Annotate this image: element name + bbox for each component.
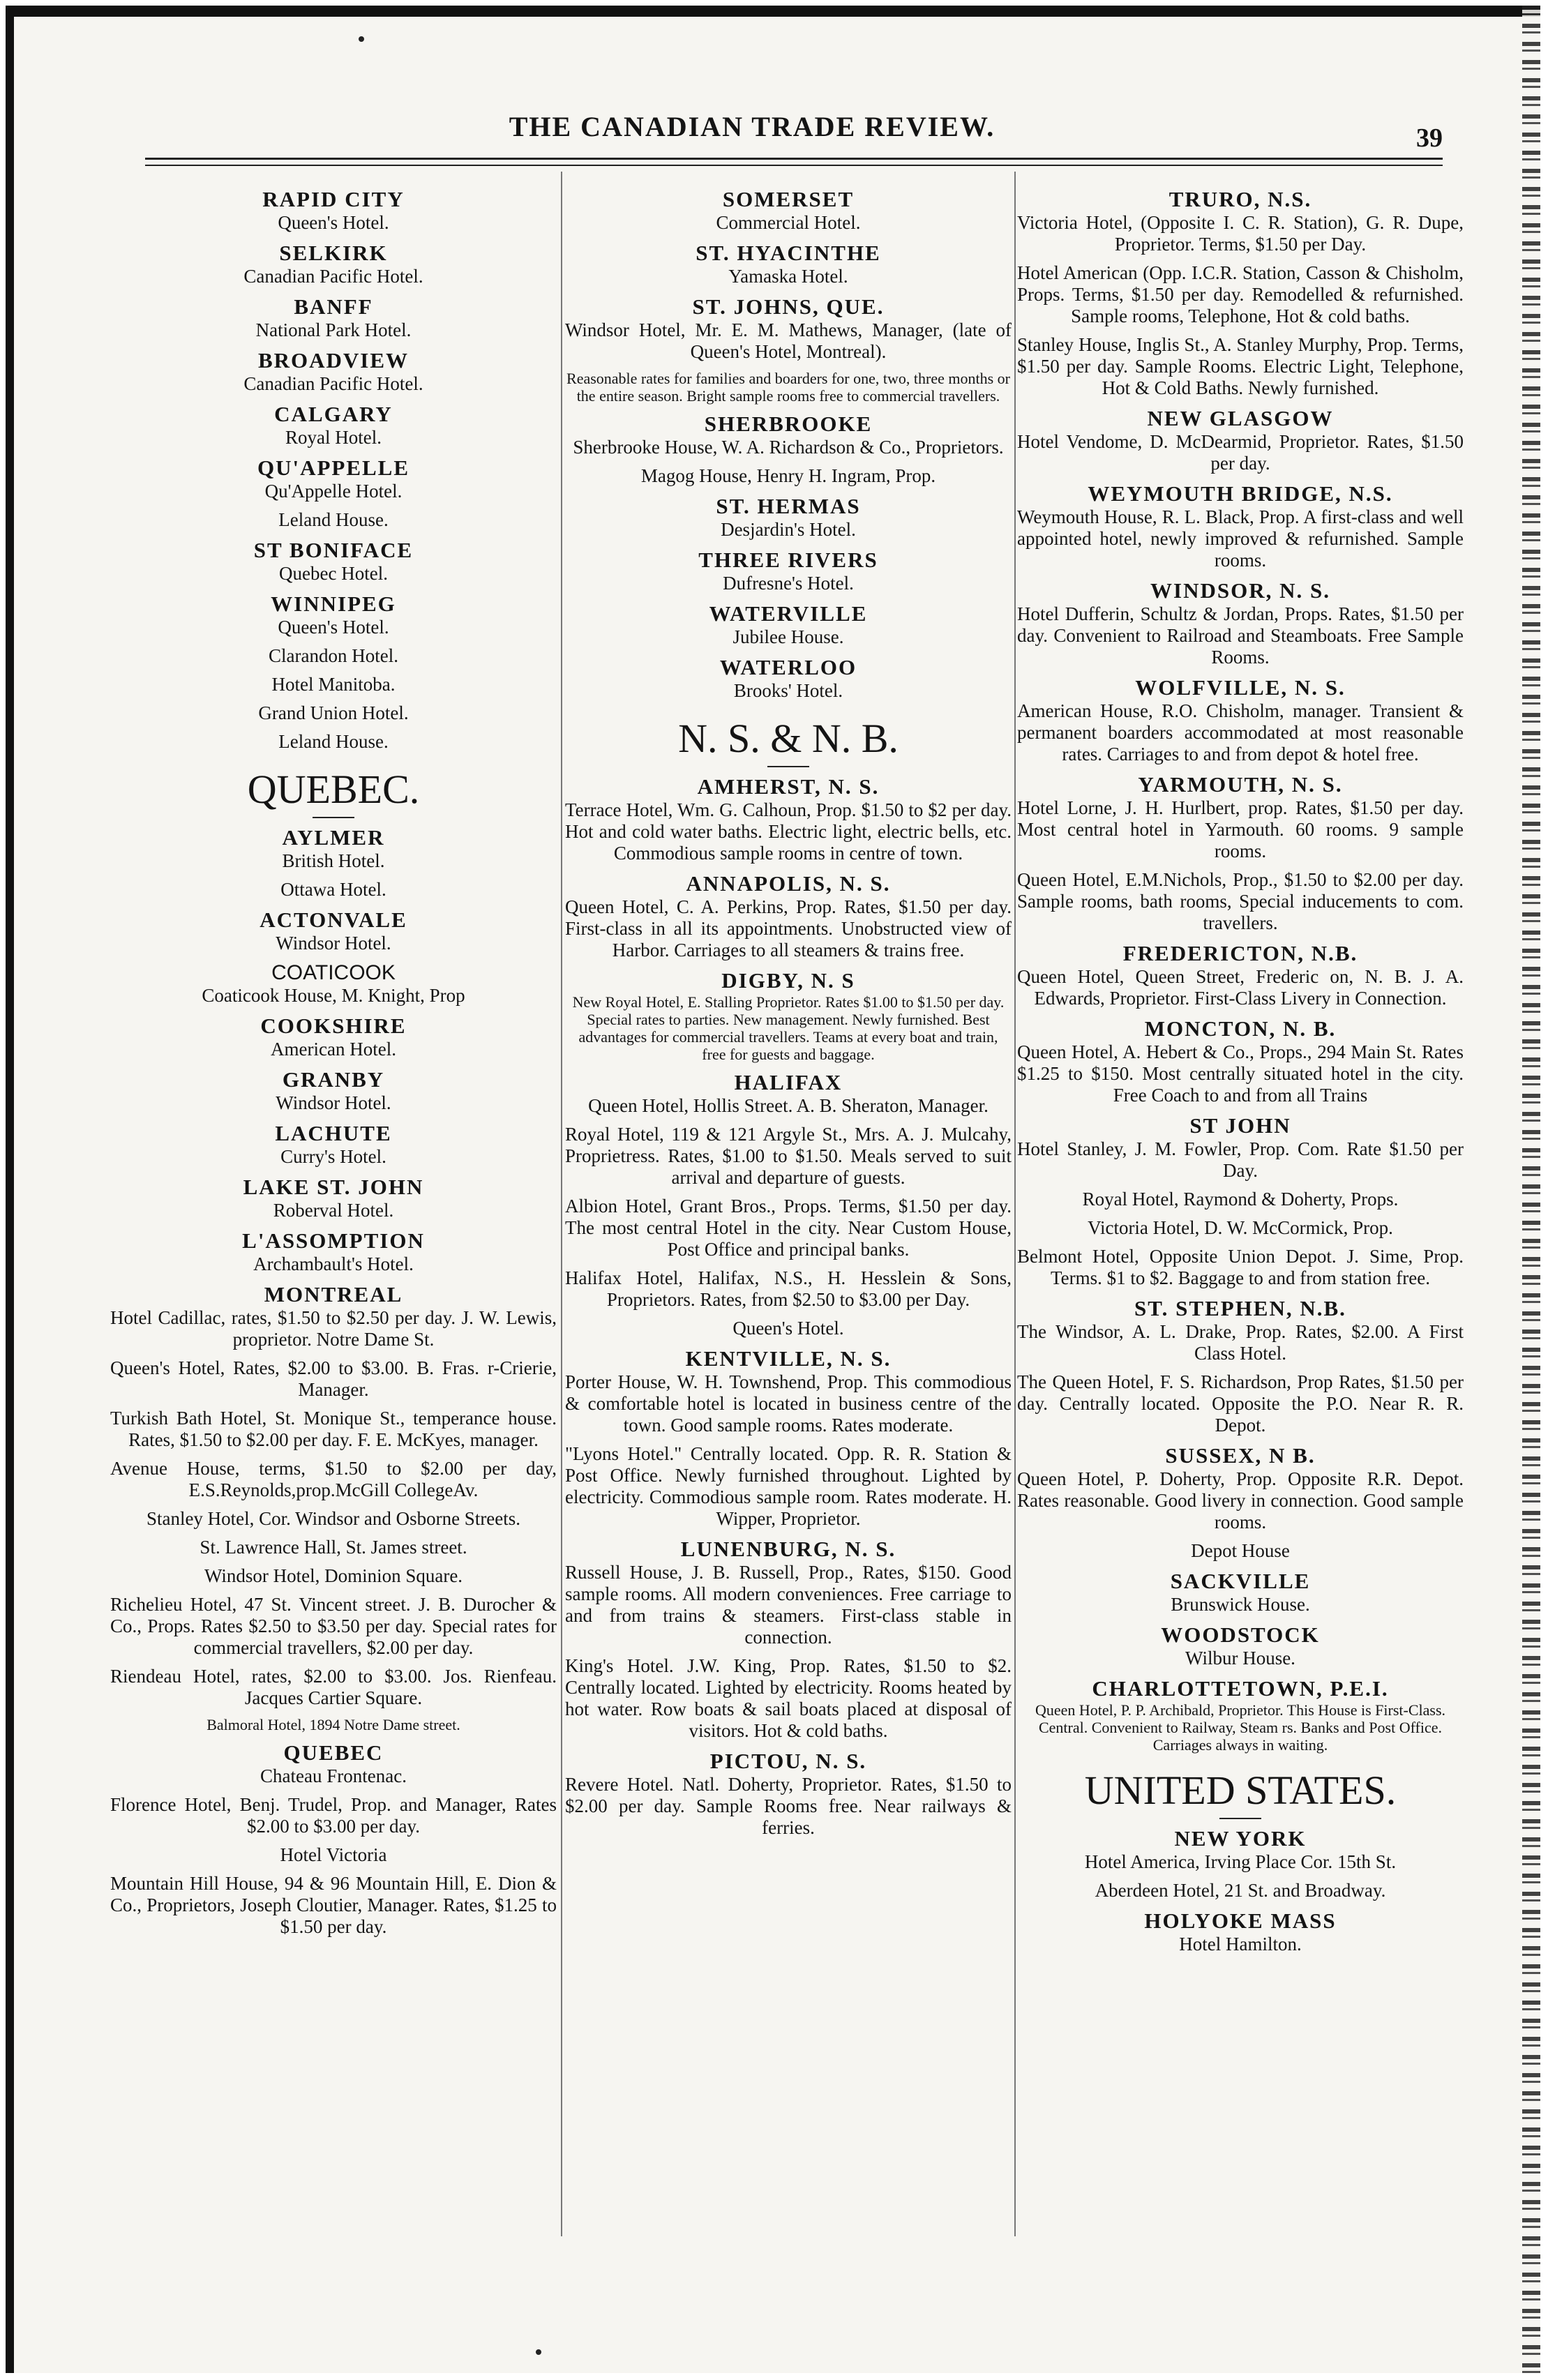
directory-entry [565,1318,1012,1339]
place-heading: WATERLOO [719,655,857,679]
directory-entry [110,1175,557,1221]
directory-entry [110,592,557,638]
directory-entry [1017,1880,1464,1901]
place-heading: ST. HYACINTHE [696,241,881,265]
hotel-description: Hotel Vendome, D. McDearmid, Proprietor. Rates, $1.50 per day. [1017,431,1464,474]
directory-entry [565,1346,1012,1436]
directory-entry [1017,187,1464,255]
place-heading: WINNIPEG [271,592,396,616]
directory-entry [1017,1296,1464,1364]
directory-entry [1017,1371,1464,1436]
hotel-description: Riendeau Hotel, rates, $2.00 to $3.00. Jos. Rienfeau. Jacques Cartier Square. [110,1666,557,1708]
hotel-description: Queen Hotel, Queen Street, Frederic on, N. B. J. A. Edwards, Proprietor. First-Class Livery in Connection. [1017,966,1464,1009]
hotel-line: Brooks' Hotel. [733,680,843,701]
directory-entry [565,1655,1012,1742]
place-heading: ST BONIFACE [253,538,414,562]
place-heading: ST. JOHNS, QUE. [692,294,885,319]
directory-entry [565,465,1012,487]
directory-entry [1017,772,1464,862]
hotel-description: Richelieu Hotel, 47 St. Vincent street. J. B. Durocher & Co., Props. Rates $2.50 to $3.50 per day. Special rates for commercial travellers, $2.00 per day. [110,1594,557,1658]
directory-entry [1017,578,1464,668]
hotel-description: Hotel America, Irving Place Cor. 15th St. [1084,1851,1397,1872]
hotel-line: Chateau Frontenac. [260,1765,407,1786]
directory-entry [110,1121,557,1168]
directory-entry [565,1267,1012,1311]
right-page-edge [1522,6,1540,2373]
hotel-line: Hotel Manitoba. [271,674,396,695]
place-heading: YARMOUTH, N. S. [1138,772,1343,797]
hotel-description: The Windsor, A. L. Drake, Prop. Rates, $2.00. A First Class Hotel. [1017,1321,1464,1364]
header-rule [145,158,1443,160]
column-3 [1017,187,1464,1962]
section-rule [313,817,354,818]
hotel-line: Curry's Hotel. [280,1146,386,1167]
column-divider [561,172,562,2236]
directory-entry [1017,1217,1464,1239]
directory-entry [1017,1766,1464,1819]
place-heading: DIGBY, N. S [721,968,855,993]
place-heading: ST JOHN [1189,1113,1291,1138]
directory-entry [565,655,1012,702]
hotel-line: Windsor Hotel. [276,1092,391,1113]
hotel-line: St. Lawrence Hall, St. James street. [200,1537,467,1558]
hotel-line: Dufresne's Hotel. [723,573,854,594]
column-2 [565,187,1012,1846]
place-heading: AMHERST, N. S. [697,774,880,799]
place-heading: SHERBROOKE [704,412,873,436]
directory-entry [565,714,1012,767]
hotel-description: Royal Hotel, 119 & 121 Argyle St., Mrs. A. J. Mulcahy, Proprietress. Rates, $1.00 to $1.50. Meals served to suit arrival and departure of guests. [565,1124,1012,1188]
directory-entry [1017,1676,1464,1754]
place-heading: SUSSEX, N B. [1165,1443,1316,1468]
place-heading: QU'APPELLE [257,455,410,480]
directory-entry [110,187,557,234]
place-heading: ANNAPOLIS, N. S. [686,871,891,896]
directory-entry [1017,1246,1464,1289]
directory-entry [1017,1113,1464,1182]
hotel-description: Avenue House, terms, $1.50 to $2.00 per day, E.S.Reynolds,prop.McGill CollegeAv. [110,1458,557,1500]
hotel-line: Hotel Victoria [280,1844,387,1865]
place-heading: ACTONVALE [260,907,407,932]
hotel-line: Depot House [1191,1540,1290,1561]
hotel-description: Queen's Hotel, Rates, $2.00 to $3.00. B. Fras. r-Crierie, Manager. [110,1357,557,1400]
place-heading: NEW GLASGOW [1147,406,1334,430]
hotel-line: Queen's Hotel. [278,617,389,638]
directory-entry [565,494,1012,541]
place-heading: SELKIRK [279,241,388,265]
hotel-description: Hotel Dufferin, Schultz & Jordan, Props. Rates, $1.50 per day. Convenient to Railroad and Steamboats. Free Sample Rooms. [1017,603,1464,668]
directory-entry [565,1537,1012,1648]
directory-entry [110,509,557,531]
hotel-description: Terrace Hotel, Wm. G. Calhoun, Prop. $1.50 to $2 per day. Hot and cold water baths. Electric light, electric bells, etc. Commodious sample rooms in centre of town. [565,799,1012,864]
place-heading: MONCTON, N. B. [1144,1016,1337,1041]
directory-entry [110,702,557,724]
place-heading: LUNENBURG, N. S. [680,1537,896,1561]
place-heading: LAKE ST. JOHN [243,1175,424,1199]
hotel-line: Clarandon Hotel. [269,645,398,666]
directory-entry [1017,1016,1464,1106]
directory-entry [565,1749,1012,1839]
hotel-description: The Queen Hotel, F. S. Richardson, Prop Rates, $1.50 per day. Centrally located. Opposite the P.O. Near R. R. Depot. [1017,1371,1464,1436]
directory-entry [565,1443,1012,1530]
hotel-line: Commercial Hotel. [716,212,861,233]
hotel-description: Halifax Hotel, Halifax, N.S., H. Hesslein & Sons, Proprietors. Rates, from $2.50 to $3.00 per Day. [565,1267,1012,1310]
section-rule [1219,1818,1261,1819]
page-title: THE CANADIAN TRADE REVIEW. [509,111,995,142]
hotel-line: British Hotel. [282,850,385,871]
hotel-line: National Park Hotel. [255,319,412,340]
directory-entry [110,1458,557,1501]
directory-entry [110,961,557,1007]
hotel-line: Brunswick House. [1171,1594,1310,1615]
directory-entry [1017,1622,1464,1669]
section-rule [767,766,809,767]
hotel-line: Jubilee House. [732,626,844,647]
hotel-line: Coaticook House, M. Knight, Prop [202,985,465,1006]
place-heading: PICTOU, N. S. [709,1749,867,1773]
place-heading: KENTVILLE, N. S. [685,1346,892,1371]
hotel-line: Desjardin's Hotel. [721,519,856,540]
page-header [6,110,1498,159]
place-heading: QUEBEC [283,1740,384,1765]
directory-entry [565,601,1012,648]
hotel-line: Yamaska Hotel. [728,266,848,287]
directory-entry [565,548,1012,594]
directory-entry [110,645,557,667]
directory-entry [110,1594,557,1659]
directory-entry [110,879,557,901]
hotel-description: American House, R.O. Chisholm, manager. Transient & permanent boarders accommodated at most reasonable rates. Carriages to and from depot & hotel free. [1017,700,1464,765]
directory-entry [110,538,557,585]
hotel-description: Stanley House, Inglis St., A. Stanley Murphy, Prop. Terms, $1.50 per day. Sample Rooms. Electric Light, Telephone, Hot & Cold Baths. Newly furnished. [1017,334,1464,398]
left-border [6,6,14,2373]
hotel-line: Windsor Hotel. [276,933,391,954]
place-heading: BROADVIEW [257,348,409,372]
hotel-description: Weymouth House, R. L. Black, Prop. A first-class and well appointed hotel, newly improved & refurnished. Sample rooms. [1017,506,1464,571]
directory-entry [110,1067,557,1114]
newspaper-page [6,6,1540,2373]
hotel-line: Leland House. [278,731,389,752]
directory-entry [110,1565,557,1587]
directory-entry [565,871,1012,961]
directory-entry [110,1716,557,1733]
place-heading: FREDERICTON, N.B. [1122,941,1358,965]
directory-entry [1017,334,1464,399]
directory-entry [1017,481,1464,571]
place-heading: CALGARY [274,402,393,426]
hotel-line: Quebec Hotel. [279,563,388,584]
directory-entry [565,1196,1012,1260]
hotel-description: Albion Hotel, Grant Bros., Props. Terms, $1.50 per day. The most central Hotel in the city. Near Custom House, Post Office and principal banks. [565,1196,1012,1260]
hotel-description: Turkish Bath Hotel, St. Monique St., temperance house. Rates, $1.50 to $2.00 per day. F. E. McKyes, manager. [110,1408,557,1450]
hotel-line: Wilbur House. [1185,1648,1295,1669]
hotel-description: Revere Hotel. Natl. Doherty, Proprietor. Rates, $1.50 to $2.00 per day. Sample Rooms free. Near railways & ferries. [565,1774,1012,1838]
hotel-description: Magog House, Henry H. Ingram, Prop. [640,465,936,486]
hotel-line: Archambault's Hotel. [253,1253,414,1274]
hotel-line: Qu'Appelle Hotel. [264,481,403,502]
directory-entry [1017,262,1464,327]
directory-entry [565,968,1012,1063]
directory-entry [110,1666,557,1709]
place-heading: L'ASSOMPTION [242,1228,425,1253]
directory-entry [110,731,557,753]
directory-entry [1017,1443,1464,1533]
directory-entry [565,187,1012,234]
hotel-description: Queen Hotel, P. Doherty, Prop. Opposite R.R. Depot. Rates reasonable. Good livery in connection. Good sample rooms. [1017,1468,1464,1532]
directory-entry [565,774,1012,864]
directory-entry [110,294,557,341]
speck [359,36,364,42]
place-heading: THREE RIVERS [698,548,878,572]
directory-entry [110,402,557,449]
column-1 [110,187,557,1945]
hotel-description: "Lyons Hotel." Centrally located. Opp. R. R. Station & Post Office. Newly furnished throughout. Lighted by electricity. Commodious sample room. Rates moderate. H. Wipper, Proprietor. [565,1443,1012,1529]
directory-entry [1017,1826,1464,1873]
place-heading: TRURO, N.S. [1168,187,1312,211]
hotel-line: Roberval Hotel. [273,1200,394,1221]
directory-entry [565,241,1012,287]
hotel-line: Canadian Pacific Hotel. [243,373,423,394]
directory-entry [110,1740,557,1787]
directory-entry [1017,406,1464,474]
place-heading: ST. STEPHEN, N.B. [1134,1296,1346,1320]
directory-entry [110,1844,557,1866]
place-heading: WEYMOUTH BRIDGE, N.S. [1088,481,1393,506]
directory-entry [565,1070,1012,1117]
fine-print: New Royal Hotel, E. Stalling Proprietor. Rates $1.00 to $1.50 per day. Special rates to parties. New management. Newly furnished. Best advantages for commercial travellers. Teams at every boat and train, free for guests and baggage. [572,993,1005,1063]
directory-entry [1017,1908,1464,1955]
hotel-line: Leland House. [278,509,389,530]
hotel-description: Aberdeen Hotel, 21 St. and Broadway. [1095,1880,1386,1901]
hotel-line: Ottawa Hotel. [280,879,386,900]
place-heading: ST. HERMAS [716,494,861,518]
place-heading: NEW YORK [1174,1826,1307,1851]
directory-entry [110,674,557,695]
hotel-description: Hotel Cadillac, rates, $1.50 to $2.50 per day. J. W. Lewis, proprietor. Notre Dame St. [110,1307,557,1350]
hotel-line: Queen's Hotel. [278,212,389,233]
place-heading: COOKSHIRE [260,1014,407,1038]
section-heading: UNITED STATES. [1084,1768,1397,1813]
hotel-description: King's Hotel. J.W. King, Prop. Rates, $1.50 to $2. Centrally located. Lighted by electricity. Rooms heated by hot water. Row boats & sail boats placed at disposal of visitors. Hot & cold baths. [565,1655,1012,1741]
place-heading: WOLFVILLE, N. S. [1135,675,1346,700]
hotel-description: Florence Hotel, Benj. Trudel, Prop. and Manager, Rates $2.00 to $3.00 per day. [110,1794,557,1837]
hotel-description: Hotel Lorne, J. H. Hurlbert, prop. Rates, $1.50 per day. Most central hotel in Yarmouth. 60 rooms. 9 sample rooms. [1017,797,1464,861]
place-heading: COATICOOK [271,961,396,984]
place-heading: WOODSTOCK [1161,1622,1320,1647]
hotel-line: Hotel Hamilton. [1179,1934,1302,1955]
directory-entry [565,1124,1012,1189]
hotel-description: Royal Hotel, Raymond & Doherty, Props. [1082,1189,1399,1210]
place-heading: LACHUTE [275,1121,392,1145]
place-heading: CHARLOTTETOWN, P.E.I. [1092,1676,1389,1701]
place-heading: BANFF [294,294,373,319]
fine-print: Queen Hotel, P. P. Archibald, Proprietor. This House is First-Class. Central. Convenient to Railway, Steam rs. Banks and Post Office. Carriages always in waiting. [1035,1701,1446,1754]
directory-entry [565,294,1012,363]
hotel-description: Windsor Hotel, Mr. E. M. Mathews, Manager, (late of Queen's Hotel, Montreal). [565,319,1012,362]
place-heading: GRANBY [282,1067,385,1092]
directory-entry [110,241,557,287]
place-heading: WATERVILLE [709,601,868,626]
directory-entry [110,825,557,872]
section-heading: N. S. & N. B. [678,716,899,761]
directory-entry [110,1508,557,1530]
hotel-description: Porter House, W. H. Townshend, Prop. This commodious & comfortable hotel is located in business centre of the town. Good sample rooms. Rates moderate. [565,1371,1012,1436]
place-heading: AYLMER [282,825,385,850]
place-heading: SACKVILLE [1170,1569,1311,1593]
hotel-description: Belmont Hotel, Opposite Union Depot. J. Sime, Prop. Terms. $1 to $2. Baggage to and from station free. [1017,1246,1464,1288]
hotel-description: Hotel American (Opp. I.C.R. Station, Casson & Chisholm, Props. Terms, $1.50 per day. Remodelled & refurnished. Sample rooms, Telephone, Hot & cold baths. [1017,262,1464,326]
place-heading: SOMERSET [722,187,855,211]
hotel-description: Queen Hotel, Hollis Street. A. B. Sheraton, Manager. [588,1095,989,1116]
place-heading: WINDSOR, N. S. [1150,578,1330,603]
directory-entry [565,370,1012,405]
place-heading: MONTREAL [264,1282,403,1306]
directory-entry [1017,1540,1464,1562]
directory-entry [110,1794,557,1837]
hotel-description: Russell House, J. B. Russell, Prop., Rates, $150. Good sample rooms. All modern conveniences. Free carriage to and from trains & steamers. First-class stable in connection. [565,1562,1012,1648]
directory-entry [110,1228,557,1275]
place-heading: HALIFAX [734,1070,843,1094]
directory-entry [1017,869,1464,934]
hotel-description: Victoria Hotel, (Opposite I. C. R. Station), G. R. Dupe, Proprietor. Terms, $1.50 per Day. [1017,212,1464,255]
directory-entry [1017,1569,1464,1615]
hotel-description: Queen Hotel, C. A. Perkins, Prop. Rates, $1.50 per day. First-class in all its appointments. Unobstructed view of Harbor. Carriages to all steamers & trains free. [565,896,1012,961]
hotel-line: Grand Union Hotel. [258,702,409,723]
fine-print: Balmoral Hotel, 1894 Notre Dame street. [206,1716,460,1733]
hotel-line: Canadian Pacific Hotel. [243,266,423,287]
page-number: 39 [1416,123,1443,153]
hotel-line: Queen's Hotel. [732,1318,844,1339]
directory-entry [110,1408,557,1451]
section-heading: QUEBEC. [247,767,420,812]
hotel-line: American Hotel. [271,1039,396,1060]
directory-entry [110,1014,557,1060]
hotel-description: Mountain Hill House, 94 & 96 Mountain Hill, E. Dion & Co., Proprietors, Joseph Cloutier, Manager. Rates, $1.25 to $1.50 per day. [110,1873,557,1937]
column-divider [1014,172,1016,2236]
directory-entry [110,765,557,818]
directory-entry [1017,675,1464,765]
directory-entry [110,907,557,954]
hotel-description: Stanley Hotel, Cor. Windsor and Osborne Streets. [146,1508,521,1529]
header-rule-thin [145,165,1443,166]
directory-entry [1017,941,1464,1009]
hotel-line: Windsor Hotel, Dominion Square. [204,1565,463,1586]
hotel-description: Queen Hotel, A. Hebert & Co., Props., 294 Main St. Rates $1.25 to $150. Most centrally situated hotel in the city. Free Coach to and from all Trains [1017,1041,1464,1106]
hotel-line: Royal Hotel. [285,427,382,448]
place-heading: HOLYOKE MASS [1144,1908,1337,1933]
hotel-description: Sherbrooke House, W. A. Richardson & Co., Proprietors. [573,437,1004,458]
place-heading: RAPID CITY [262,187,405,211]
hotel-description: Victoria Hotel, D. W. McCormick, Prop. [1088,1217,1393,1238]
fine-print: Reasonable rates for families and boarders for one, two, three months or the entire season. Bright sample rooms free to commercial travellers. [566,370,1010,405]
speck [536,2349,541,2355]
directory-entry [110,1537,557,1558]
directory-entry [565,412,1012,458]
directory-entry [110,1357,557,1401]
directory-entry [110,348,557,395]
directory-entry [110,455,557,502]
top-border [6,6,1540,17]
directory-entry [110,1282,557,1350]
hotel-description: Queen Hotel, E.M.Nichols, Prop., $1.50 to $2.00 per day. Sample rooms, bath rooms, Special inducements to com. travellers. [1017,869,1464,933]
directory-entry [110,1873,557,1938]
directory-entry [1017,1189,1464,1210]
hotel-description: Hotel Stanley, J. M. Fowler, Prop. Com. Rate $1.50 per Day. [1017,1138,1464,1181]
